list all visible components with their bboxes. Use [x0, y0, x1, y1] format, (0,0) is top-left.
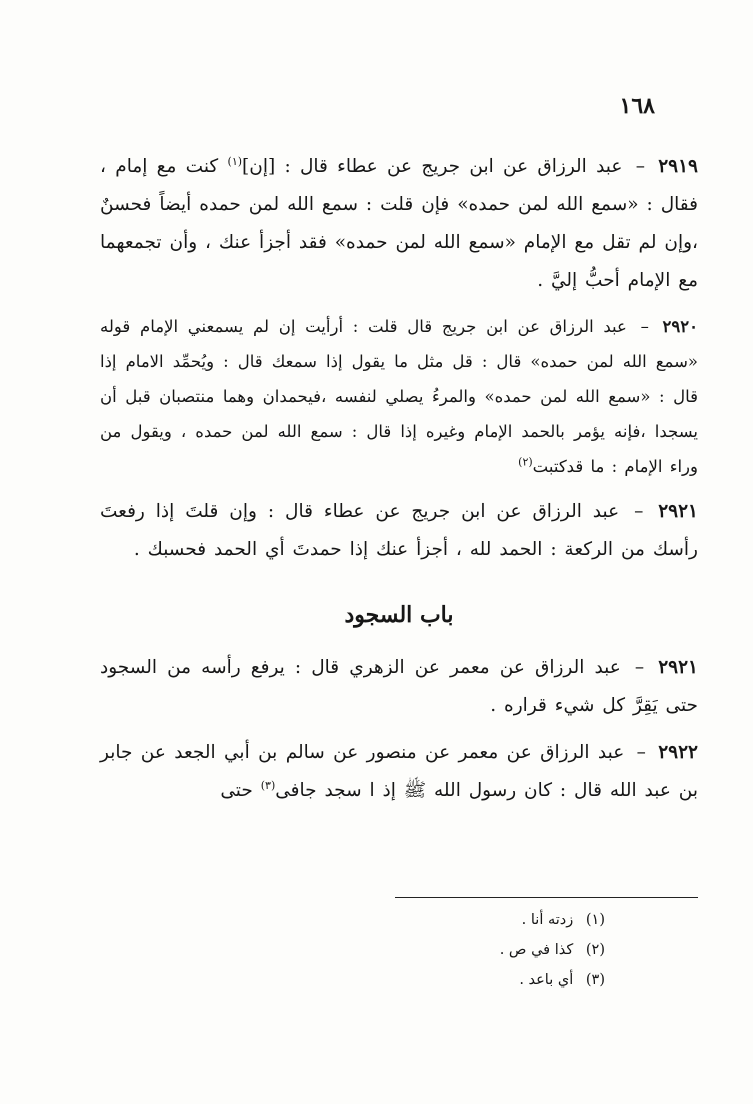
- footnote-ref: (١): [227, 154, 243, 168]
- footnote-text: زدته أنا .: [521, 912, 574, 928]
- hadith-number: ٢٩٢١: [658, 657, 698, 678]
- hadith-text-continued: كنت مع إمام ، فقال : «سمع الله لمن حمده» فإن قلت : سمع الله لمن حمده أيضاً فحسنٌ ،وإن لم تقل مع الإمام «سمع الله لمن حمده» فقد أجزأ عنك ، وأن تجمعهما مع الإمام أحبُّ إليَّ .: [100, 156, 698, 291]
- page-number: ١٦٨: [619, 93, 655, 119]
- hadith-text: عبد الرزاق عن ابن جريج قال قلت : أرأيت إن لم يسمعني الإمام قوله «سمع الله لمن حمده» قال : قل مثل ما يقول إذا سمعك قال : ويُحمِّد الامام إذا قال : «سمع الله لمن حمده» والمرءُ يصلي لنفسه ،فيحمدان وهما منتصبان قبل أن يسجدا ،فإنه يؤمر بالحمد الإمام وغيره إذا قال : سمع الله لمن حمده ، ويقول من وراء الإمام : ما قدكتبت: [100, 317, 698, 476]
- chapter-title: باب السجود: [344, 602, 454, 628]
- hadith-number: ٢٩٢٠: [662, 317, 698, 336]
- footnote-3: [500, 965, 605, 995]
- hadith-2921-b: [100, 649, 698, 725]
- footnote-ref: (٢): [518, 455, 533, 469]
- footnote-1: [500, 905, 605, 935]
- hadith-2921-a: [100, 493, 698, 569]
- dash: –: [634, 501, 644, 522]
- footnote-number: (٢): [585, 942, 605, 958]
- dash: –: [634, 657, 645, 678]
- dash: –: [640, 317, 649, 336]
- footnote-number: (١): [585, 912, 605, 928]
- hadith-text-continued: حتى: [220, 780, 253, 801]
- hadith-text: عبد الرزاق عن معمر عن منصور عن سالم بن أبي الجعد عن جابر بن عبد الله قال : كان رسول الله ﷺ إذ ا سجد جافى: [100, 742, 698, 801]
- hadith-2922: [100, 734, 698, 810]
- hadith-text: عبد الرزاق عن معمر عن الزهري قال : يرفع رأسه من السجود حتى يَقِرَّ كل شيء قراره .: [100, 657, 698, 716]
- dash: –: [636, 742, 646, 763]
- hadith-number: ٢٩١٩: [658, 156, 698, 177]
- main-text: [100, 148, 698, 819]
- hadith-text: عبد الرزاق عن ابن جريج عن عطاء قال : وإن قلتَ إذا رفعتَ رأسك من الركعة : الحمد لله ، أجزأ عنك إذا حمدتَ أي الحمد فحسبك .: [100, 501, 698, 560]
- hadith-2919: [100, 148, 698, 300]
- footnote-text: كذا في ص .: [499, 942, 574, 958]
- dash: –: [635, 156, 645, 177]
- footnote-divider: [395, 897, 698, 898]
- hadith-number: ٢٩٢١: [658, 501, 698, 522]
- footnote-ref: (٣): [260, 778, 276, 792]
- footnote-2: [500, 935, 605, 965]
- hadith-text: عبد الرزاق عن ابن جريج عن عطاء قال : [إن]: [242, 156, 623, 177]
- hadith-2920: [100, 309, 698, 484]
- hadith-number: ٢٩٢٢: [658, 742, 698, 763]
- footnote-number: (٣): [585, 972, 605, 988]
- footnotes: [500, 905, 605, 995]
- footnote-text: أي باعد .: [519, 972, 574, 988]
